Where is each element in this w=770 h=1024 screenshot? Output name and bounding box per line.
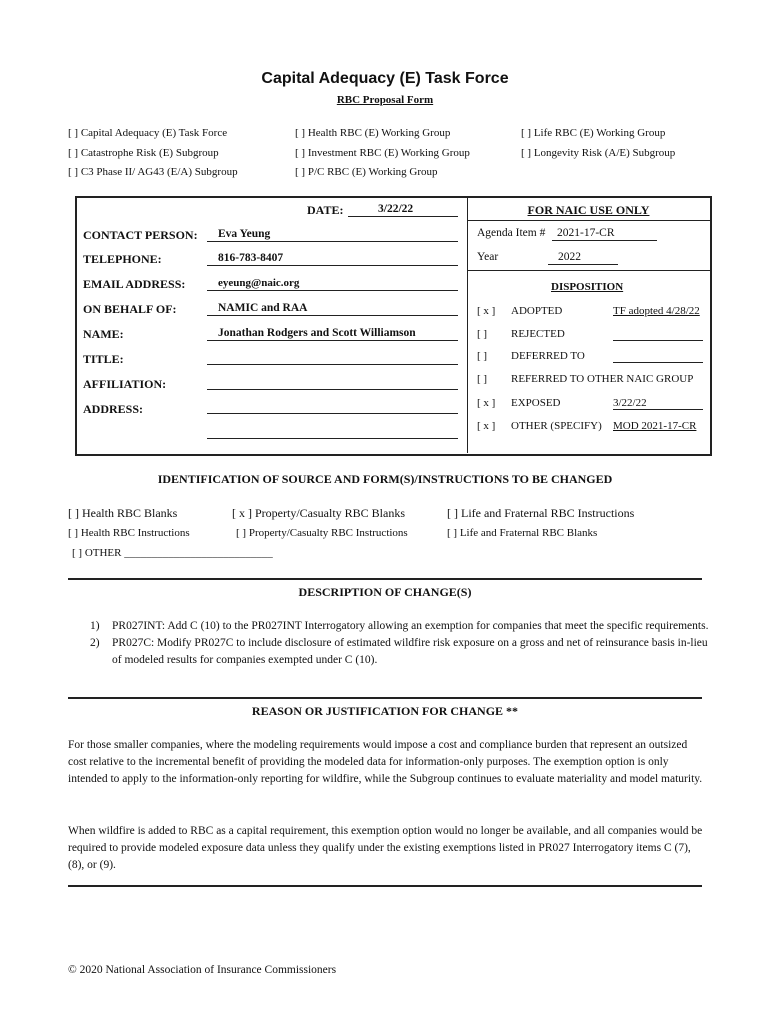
contact-person-value[interactable]: Eva Yeung <box>218 228 271 240</box>
telephone-label: TELEPHONE: <box>83 252 162 266</box>
disp-adopted-label: ADOPTED <box>511 305 563 317</box>
ident-life-instructions[interactable]: [ ] Life and Fraternal RBC Instructions <box>447 506 635 520</box>
agenda-item-value[interactable]: 2021-17-CR <box>557 227 615 239</box>
ident-pc-blanks[interactable]: [ x ] Property/Casualty RBC Blanks <box>232 506 405 520</box>
title-field[interactable] <box>207 364 458 365</box>
address-field-2[interactable] <box>207 438 458 439</box>
ident-pc-instructions[interactable]: [ ] Property/Casualty RBC Instructions <box>236 527 408 539</box>
address-field-1[interactable] <box>207 413 458 414</box>
group-pc-rbc[interactable]: [ ] P/C RBC (E) Working Group <box>295 166 438 178</box>
disp-rejected-label: REJECTED <box>511 328 565 340</box>
description-heading: DESCRIPTION OF CHANGE(S) <box>298 585 472 599</box>
name-value[interactable]: Jonathan Rodgers and Scott Williamson <box>218 327 416 339</box>
description-list <box>90 618 710 669</box>
on-behalf-value[interactable]: NAMIC and RAA <box>218 302 308 314</box>
disp-other-checkbox[interactable]: [ x ] <box>477 420 496 432</box>
disp-other-label: OTHER (SPECIFY) <box>511 420 602 432</box>
address-label: ADDRESS: <box>83 402 144 416</box>
group-c3-phase[interactable]: [ ] C3 Phase II/ AG43 (E/A) Subgroup <box>68 166 238 178</box>
list-item: 1) PR027INT: Add C (10) to the PR027INT Interrogatory allowing an exemption for companies that meet the specific requirements. <box>90 620 709 632</box>
ident-health-blanks[interactable]: [ ] Health RBC Blanks <box>68 506 178 520</box>
title-label: TITLE: <box>83 352 124 366</box>
group-investment-rbc[interactable]: [ ] Investment RBC (E) Working Group <box>295 147 470 159</box>
disp-exposed-checkbox[interactable]: [ x ] <box>477 397 496 409</box>
email-value[interactable]: eyeung@naic.org <box>218 277 300 289</box>
year-value[interactable]: 2022 <box>558 251 581 263</box>
group-life-rbc[interactable]: [ ] Life RBC (E) Working Group <box>521 127 666 139</box>
ident-other[interactable]: [ ] OTHER ___________________________ <box>72 547 273 559</box>
affiliation-label: AFFILIATION: <box>83 377 167 391</box>
naic-use-heading: FOR NAIC USE ONLY <box>527 203 650 217</box>
disp-referred-label: REFERRED TO OTHER NAIC GROUP <box>511 373 694 385</box>
disp-deferred-label: DEFERRED TO <box>511 350 585 362</box>
name-label: NAME: <box>83 327 124 341</box>
disp-referred-checkbox[interactable]: [ ] <box>477 373 488 385</box>
disp-adopted-note: TF adopted 4/28/22 <box>613 305 700 317</box>
date-label: DATE: <box>307 203 344 217</box>
ident-health-instructions[interactable]: [ ] Health RBC Instructions <box>68 527 190 539</box>
disp-adopted-checkbox[interactable]: [ x ] <box>477 305 496 317</box>
list-item: 2) PR027C: Modify PR027C to include disclosure of estimated wildfire risk exposure on a gross and net of reinsurance basis in-lieu of modeled results for companies exempted under C (10). <box>90 637 708 666</box>
group-longevity-risk[interactable]: [ ] Longevity Risk (A/E) Subgroup <box>521 147 676 159</box>
on-behalf-label: ON BEHALF OF: <box>83 302 177 316</box>
disposition-heading: DISPOSITION <box>551 281 624 293</box>
group-health-rbc[interactable]: [ ] Health RBC (E) Working Group <box>295 127 451 139</box>
disp-other-note: MOD 2021-17-CR <box>613 420 697 432</box>
form-title: Capital Adequacy (E) Task Force <box>261 70 509 87</box>
disp-exposed-note: 3/22/22 <box>613 397 647 409</box>
disp-deferred-checkbox[interactable]: [ ] <box>477 350 488 362</box>
group-catastrophe-risk[interactable]: [ ] Catastrophe Risk (E) Subgroup <box>68 147 219 159</box>
copyright-footer: © 2020 National Association of Insurance Commissioners <box>68 964 337 976</box>
ident-life-blanks[interactable]: [ ] Life and Fraternal RBC Blanks <box>447 527 598 539</box>
disp-exposed-label: EXPOSED <box>511 397 561 409</box>
affiliation-field[interactable] <box>207 389 458 390</box>
form-subtitle: RBC Proposal Form <box>336 94 434 106</box>
date-value[interactable]: 3/22/22 <box>378 203 414 215</box>
reason-paragraph-2: When wildfire is added to RBC as a capital requirement, this exemption option would no longer be available, and all companies would be required to provide modeled exposure data unless they qualify under the existing exemptions listed in PR027 Interrogatory items C (7), (8), or (9). <box>68 825 703 871</box>
group-capital-adequacy[interactable]: [ ] Capital Adequacy (E) Task Force <box>68 127 228 139</box>
reason-heading: REASON OR JUSTIFICATION FOR CHANGE ** <box>251 704 519 718</box>
reason-paragraph-1: For those smaller companies, where the modeling requirements would impose a cost and compliance burden that represent an outsized cost relative to the incremental benefit of providing the modeled data for information-only purposes. The exemption option is only intended to apply to the information-only reporting for wildfire, while the Subgroup continues to evaluate materiality and model maturity. <box>68 739 703 785</box>
agenda-item-label: Agenda Item # <box>477 227 546 239</box>
telephone-value[interactable]: 816-783-8407 <box>218 252 284 264</box>
year-label: Year <box>477 251 499 263</box>
disp-rejected-checkbox[interactable]: [ ] <box>477 328 488 340</box>
box-divider <box>467 197 468 453</box>
email-label: EMAIL ADDRESS: <box>83 277 186 291</box>
identification-heading: IDENTIFICATION OF SOURCE AND FORM(S)/INSTRUCTIONS TO BE CHANGED <box>157 472 613 486</box>
contact-person-label: CONTACT PERSON: <box>83 228 198 242</box>
